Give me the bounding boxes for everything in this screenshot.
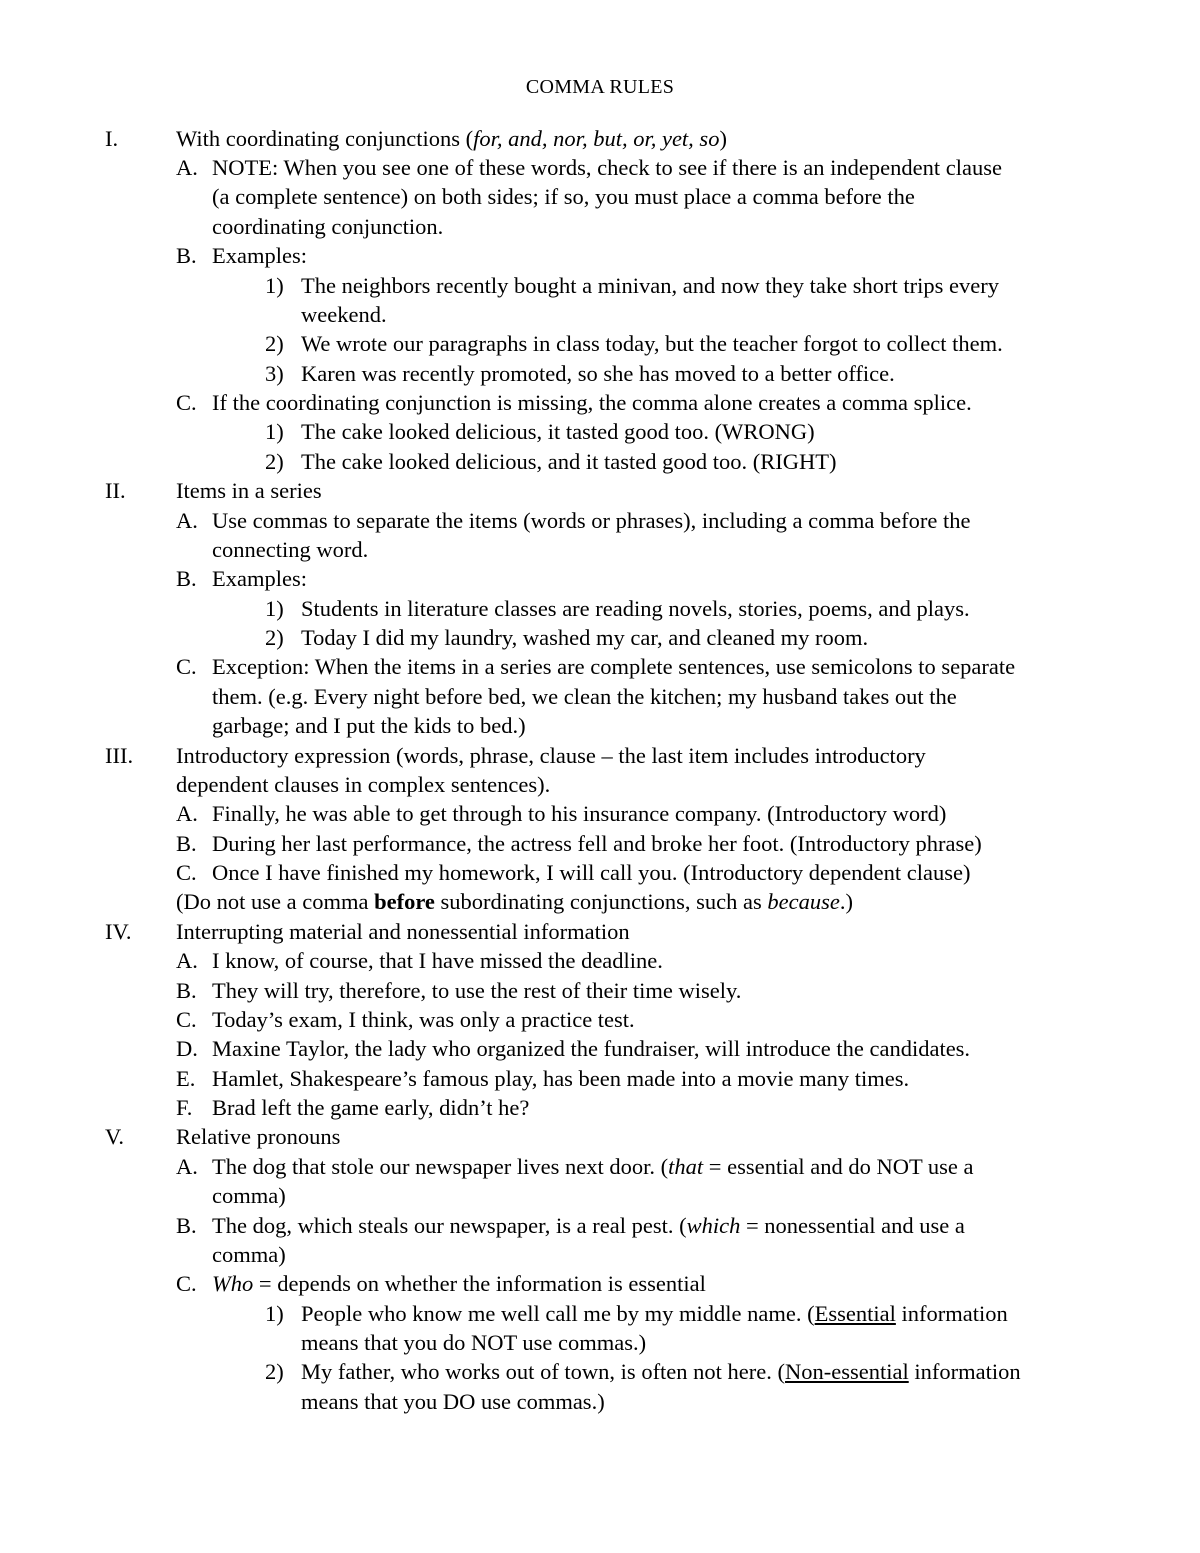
item-text: Finally, he was able to get through to his insurance company. (Introductory word)	[212, 801, 947, 826]
section-number: I.	[105, 126, 119, 151]
item-label: C.	[176, 1271, 197, 1296]
item-label: C.	[176, 1007, 197, 1032]
item-text: garbage; and I put the kids to bed.)	[212, 713, 526, 738]
item-label: C.	[176, 390, 197, 415]
item-text: The dog that stole our newspaper lives next door. (that = essential and do NOT use a	[212, 1154, 974, 1179]
example-text: People who know me well call me by my middle name. (Essential information	[301, 1301, 1008, 1326]
example-text: The cake looked delicious, it tasted good too. (WRONG)	[301, 419, 815, 444]
item-label: C.	[176, 654, 197, 679]
item-label: B.	[176, 566, 197, 591]
item-text: them. (e.g. Every night before bed, we clean the kitchen; my husband takes out the	[212, 684, 957, 709]
example-label: 1)	[265, 596, 284, 621]
item-text: comma)	[212, 1242, 286, 1267]
item-text: Use commas to separate the items (words or phrases), including a comma before the	[212, 508, 971, 533]
item-text: Brad left the game early, didn’t he?	[212, 1095, 530, 1120]
example-label: 2)	[265, 449, 284, 474]
item-text: connecting word.	[212, 537, 369, 562]
item-label: A.	[176, 155, 198, 180]
example-label: 1)	[265, 419, 284, 444]
item-label: B.	[176, 243, 197, 268]
item-label: B.	[176, 978, 197, 1003]
example-text: weekend.	[301, 302, 387, 327]
item-label: B.	[176, 1213, 197, 1238]
item-label: D.	[176, 1036, 198, 1061]
item-text: During her last performance, the actress fell and broke her foot. (Introductory phrase)	[212, 831, 982, 856]
item-text: Today’s exam, I think, was only a practice test.	[212, 1007, 635, 1032]
section-number: III.	[105, 743, 134, 768]
section-heading: Items in a series	[176, 478, 322, 503]
section-heading: Relative pronouns	[176, 1124, 341, 1149]
item-text: Examples:	[212, 566, 307, 591]
section-heading: With coordinating conjunctions (for, and, nor, but, or, yet, so)	[176, 126, 727, 151]
example-text: We wrote our paragraphs in class today, but the teacher forgot to collect them.	[301, 331, 1003, 356]
item-text: coordinating conjunction.	[212, 214, 444, 239]
example-text: Students in literature classes are reading novels, stories, poems, and plays.	[301, 596, 970, 621]
example-text: The cake looked delicious, and it tasted good too. (RIGHT)	[301, 449, 837, 474]
item-text: They will try, therefore, to use the rest of their time wisely.	[212, 978, 742, 1003]
item-text: The dog, which steals our newspaper, is a real pest. (which = nonessential and use a	[212, 1213, 965, 1238]
item-label: E.	[176, 1066, 196, 1091]
section-note: (Do not use a comma before subordinating conjunctions, such as because.)	[176, 889, 853, 914]
example-text: My father, who works out of town, is often not here. (Non-essential information	[301, 1359, 1021, 1384]
example-text: Karen was recently promoted, so she has moved to a better office.	[301, 361, 895, 386]
item-label: B.	[176, 831, 197, 856]
section-heading: dependent clauses in complex sentences).	[176, 772, 551, 797]
item-label: A.	[176, 508, 198, 533]
example-text: means that you do NOT use commas.)	[301, 1330, 647, 1355]
item-text: Exception: When the items in a series are complete sentences, use semicolons to separate	[212, 654, 1016, 679]
item-text: Maxine Taylor, the lady who organized the fundraiser, will introduce the candidates.	[212, 1036, 971, 1061]
section-number: IV.	[105, 919, 132, 944]
section-number: II.	[105, 478, 126, 503]
example-label: 2)	[265, 331, 284, 356]
example-label: 1)	[265, 1301, 284, 1326]
item-text: Once I have finished my homework, I will call you. (Introductory dependent clause)	[212, 860, 971, 885]
item-label: A.	[176, 1154, 198, 1179]
page-title: COMMA RULES	[525, 76, 675, 98]
example-text: The neighbors recently bought a minivan, and now they take short trips every	[301, 273, 999, 298]
section-heading: Interrupting material and nonessential information	[176, 919, 630, 944]
item-text: I know, of course, that I have missed the deadline.	[212, 948, 663, 973]
example-text: Today I did my laundry, washed my car, and cleaned my room.	[301, 625, 869, 650]
item-text: (a complete sentence) on both sides; if so, you must place a comma before the	[212, 184, 915, 209]
item-label: F.	[176, 1095, 193, 1120]
item-label: A.	[176, 948, 198, 973]
item-label: A.	[176, 801, 198, 826]
example-label: 2)	[265, 625, 284, 650]
item-label: C.	[176, 860, 197, 885]
example-text: means that you DO use commas.)	[301, 1389, 605, 1414]
item-text: NOTE: When you see one of these words, check to see if there is an independent clause	[212, 155, 1002, 180]
section-heading: Introductory expression (words, phrase, clause – the last item includes introductory	[176, 743, 926, 768]
item-text: Examples:	[212, 243, 307, 268]
item-text: Who = depends on whether the information is essential	[212, 1271, 706, 1296]
example-label: 3)	[265, 361, 284, 386]
example-label: 2)	[265, 1359, 284, 1384]
section-number: V.	[105, 1124, 124, 1149]
item-text: Hamlet, Shakespeare’s famous play, has been made into a movie many times.	[212, 1066, 910, 1091]
item-text: comma)	[212, 1183, 286, 1208]
example-label: 1)	[265, 273, 284, 298]
item-text: If the coordinating conjunction is missing, the comma alone creates a comma splice.	[212, 390, 972, 415]
